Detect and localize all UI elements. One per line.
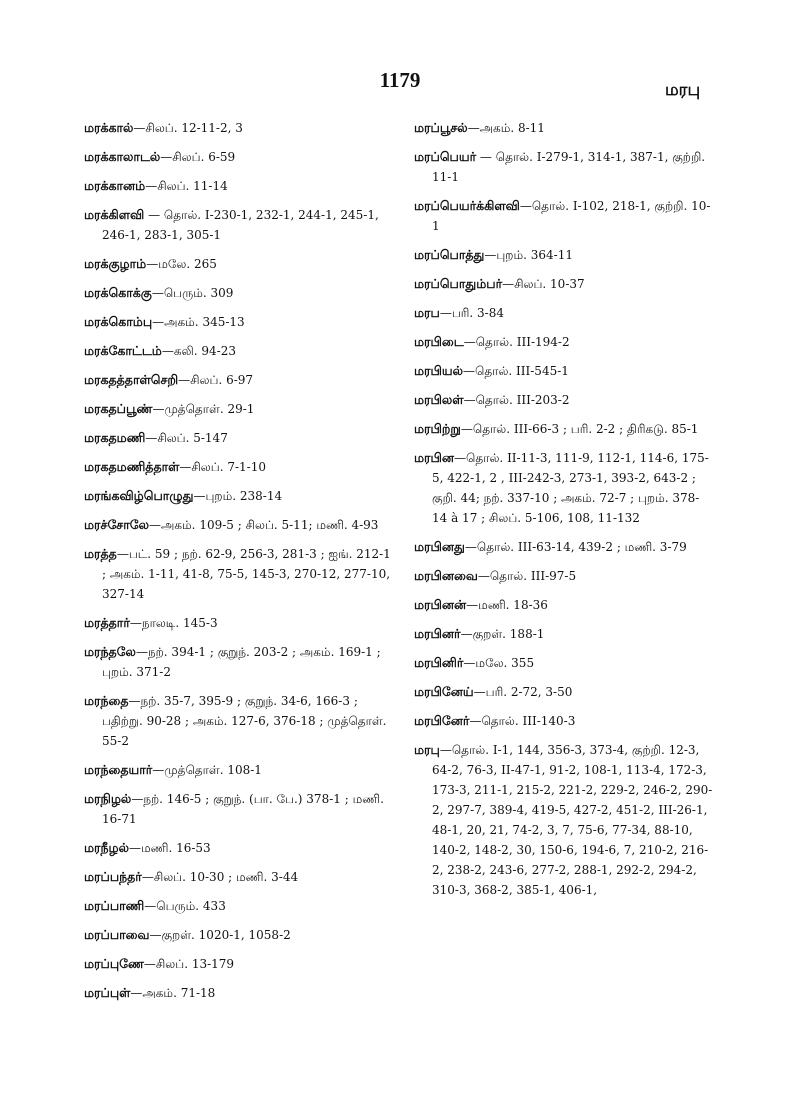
- index-entry: [414, 537, 714, 557]
- index-entry: [84, 176, 396, 196]
- index-entry: [414, 711, 714, 731]
- index-entry: [84, 867, 396, 887]
- entry-references: —அகம். 8-11: [467, 121, 545, 135]
- entry-references: —பெரும். 433: [144, 899, 226, 913]
- index-entry: [414, 196, 714, 236]
- index-entry: [84, 760, 396, 780]
- left-column: [84, 118, 396, 1012]
- entry-references: — தொல். I-279-1, 314-1, 387-1, குற்றி. 11-1: [432, 150, 706, 184]
- entry-references: —தொல். III-203-2: [463, 393, 570, 407]
- index-entry: [84, 312, 396, 332]
- entry-headword: மரபிடை: [414, 334, 464, 349]
- entry-headword: மரப்பாவை: [84, 927, 150, 942]
- entry-headword: மரபினிர்: [414, 655, 464, 670]
- entry-references: —பெரும். 309: [151, 286, 234, 300]
- index-entry: [84, 642, 396, 682]
- entry-headword: மரநீழல்: [84, 840, 129, 855]
- entry-references: —நாலடி. 145-3: [129, 616, 218, 630]
- entry-references: —தொல். III-140-3: [469, 714, 576, 728]
- index-entry: [84, 925, 396, 945]
- index-entry: [414, 303, 714, 323]
- index-entry: [84, 691, 396, 751]
- entry-references: —தொல். III-194-2: [463, 335, 570, 349]
- index-entry: [414, 624, 714, 644]
- index-entry: [84, 118, 396, 138]
- entry-references: —புறம். 238-14: [193, 489, 283, 503]
- index-entry: [414, 595, 714, 615]
- index-entry: [414, 245, 714, 265]
- entry-headword: மரபிற்று: [414, 421, 461, 436]
- entry-headword: மரபியல்: [414, 363, 464, 378]
- entry-references: —சிலப். 13-179: [143, 957, 235, 971]
- entry-references: —சிலப். 6-97: [178, 373, 254, 387]
- index-entry: [414, 147, 714, 187]
- entry-headword: மரபு: [414, 742, 440, 757]
- entry-references: —மலே. 265: [146, 257, 217, 271]
- index-entry: [84, 544, 396, 604]
- entry-headword: மரந்தலே: [84, 644, 136, 659]
- entry-references: —தொல். I-1, 144, 356-3, 373-4, குற்றி. 12-3, 64-2, 76-3, II-47-1, 91-2, 108-1, 113-4, 172-3, 173-3, 211-1, 215-2, 221-2, 229-2, 246-2, 290-2, 297-7, 389-4, 419-5, 427-2, 451-2, III-26-1, 48-1, 20, 21, 74-2, 3, 7, 75-6, 77-34, 88-10, 140-2, 148-2, 30, 150-6, 194-6, 7, 210-2, 216-2, 238-2, 243-6, 277-2, 288-1, 292-2, 294-2, 310-3, 368-2, 385-1, 406-1,: [432, 743, 713, 897]
- entry-references: —சிலப். 6-59: [160, 150, 236, 164]
- right-column: [414, 118, 714, 909]
- entry-references: —குறள். 188-1: [460, 627, 545, 641]
- index-entry: [84, 486, 396, 506]
- entry-headword: மரங்கவிழ்பொழுது: [84, 488, 194, 503]
- index-entry: [84, 983, 396, 1003]
- entry-headword: மரந்தை: [84, 693, 129, 708]
- index-entry: [84, 954, 396, 974]
- entry-headword: மரப்புள்: [84, 985, 131, 1000]
- entry-headword: மரச்சோலே: [84, 517, 150, 532]
- entry-references: —புறம். 364-11: [484, 248, 573, 262]
- entry-headword: மரபினது: [414, 539, 465, 554]
- index-entry: [414, 566, 714, 586]
- entry-headword: மரகதமணி: [84, 430, 146, 445]
- entry-headword: மரக்கோட்டம்: [84, 343, 162, 358]
- entry-references: —நற். 394-1 ; குறுந். 203-2 ; அகம். 169-1 ; புறம். 371-2: [102, 645, 381, 679]
- entry-headword: மரக்கானம்: [84, 178, 146, 193]
- index-entry: [84, 283, 396, 303]
- entry-references: —பரி. 2-72, 3-50: [473, 685, 573, 699]
- running-head: மரபு: [665, 80, 701, 100]
- entry-references: —சிலப். 10-37: [502, 277, 585, 291]
- index-entry: [414, 653, 714, 673]
- entry-references: —தொல். III-66-3 ; பரி. 2-2 ; திரிகடு. 85-1: [460, 422, 699, 436]
- entry-headword: மரத்த: [84, 546, 117, 561]
- entry-headword: மரபிலள்: [414, 392, 464, 407]
- entry-headword: மரபின: [414, 450, 455, 465]
- entry-headword: மரக்கொம்பு: [84, 314, 153, 329]
- index-entry: [84, 370, 396, 390]
- entry-references: —சிலப். 10-30 ; மணி. 3-44: [141, 870, 299, 884]
- entry-headword: மரகதமணித்தாள்: [84, 459, 180, 474]
- index-entry: [84, 896, 396, 916]
- entry-references: —தொல். III-97-5: [477, 569, 577, 583]
- index-entry: [84, 613, 396, 633]
- entry-headword: மரக்கிளவி: [84, 207, 145, 222]
- entry-headword: மரப்பெயர்: [414, 149, 477, 164]
- index-entry: [414, 274, 714, 294]
- entry-references: —அகம். 109-5 ; சிலப். 5-11; மணி. 4-93: [149, 518, 379, 532]
- entry-headword: மரக்குழாம்: [84, 256, 147, 271]
- entry-headword: மரபினன்: [414, 597, 467, 612]
- entry-headword: மரக்கொக்கு: [84, 285, 152, 300]
- index-entry: [84, 254, 396, 274]
- entry-headword: மரபினேய்: [414, 684, 474, 699]
- index-entry: [414, 118, 714, 138]
- entry-headword: மரகதப்பூண்: [84, 401, 153, 416]
- entry-references: —மணி. 16-53: [128, 841, 211, 855]
- entry-headword: மரப்பொதும்பர்: [414, 276, 503, 291]
- entry-headword: மரந்தையார்: [84, 762, 153, 777]
- entry-references: —நற். 35-7, 395-9 ; குறுந். 34-6, 166-3 ; பதிற்று. 90-28 ; அகம். 127-6, 376-18 ; முத்தொள். 55-2: [102, 694, 387, 748]
- entry-references: —பரி. 3-84: [439, 306, 504, 320]
- index-entry: [414, 361, 714, 381]
- entry-headword: மரக்காலாடல்: [84, 149, 161, 164]
- index-entry: [84, 457, 396, 477]
- entry-references: —பட். 59 ; நற். 62-9, 256-3, 281-3 ; ஐங். 212-1 ; அகம். 1-11, 41-8, 75-5, 145-3, 270-12, 277-10, 327-14: [102, 547, 391, 601]
- entry-references: —மணி. 18-36: [466, 598, 548, 612]
- entry-references: —அகம். 71-18: [130, 986, 216, 1000]
- index-entry: [414, 448, 714, 528]
- entry-references: —மலே. 355: [463, 656, 535, 670]
- entry-headword: மரப்பாணி: [84, 898, 145, 913]
- entry-references: — தொல். I-230-1, 232-1, 244-1, 245-1, 246-1, 283-1, 305-1: [102, 208, 379, 242]
- entry-references: —குறள். 1020-1, 1058-2: [149, 928, 291, 942]
- index-entry: [84, 515, 396, 535]
- entry-headword: மரக்கால்: [84, 120, 134, 135]
- entry-references: —தொல். III-63-14, 439-2 ; மணி. 3-79: [464, 540, 687, 554]
- entry-headword: மரப: [414, 305, 440, 320]
- entry-references: —தொல். I-102, 218-1, குற்றி. 10-1: [432, 199, 711, 233]
- index-entry: [84, 399, 396, 419]
- entry-references: —சிலப். 7-1-10: [179, 460, 266, 474]
- entry-references: —அகம். 345-13: [152, 315, 245, 329]
- entry-headword: மரநிழல்: [84, 791, 132, 806]
- page-number: 1179: [379, 68, 421, 92]
- entry-references: —முத்தொள். 108-1: [152, 763, 262, 777]
- entry-headword: மரப்பெயர்க்கிளவி: [414, 198, 520, 213]
- entry-references: —தொல். II-11-3, 111-9, 112-1, 114-6, 175-5, 422-1, 2 , III-242-3, 273-1, 393-2, 643-2 ; குறி. 44; நற். 337-10 ; அகம். 72-7 ; புறம். 378-14 à 17 ; சிலப். 5-106, 108, 11-132: [432, 451, 709, 525]
- entry-references: —சிலப். 11-14: [145, 179, 228, 193]
- entry-headword: மரகதத்தாள்செறி: [84, 372, 179, 387]
- index-entry: [84, 838, 396, 858]
- entry-headword: மரப்பூசல்: [414, 120, 468, 135]
- entry-references: —நற். 146-5 ; குறுந். (பா. பே.) 378-1 ; மணி. 16-71: [102, 792, 384, 826]
- index-entry: [84, 789, 396, 829]
- index-entry: [414, 682, 714, 702]
- entry-references: —கலி. 94-23: [161, 344, 236, 358]
- entry-references: —சிலப். 5-147: [145, 431, 228, 445]
- entry-headword: மரப்பொத்து: [414, 247, 485, 262]
- entry-headword: மரபினவை: [414, 568, 478, 583]
- index-entry: [84, 341, 396, 361]
- entry-headword: மரப்புணே: [84, 956, 144, 971]
- entry-headword: மரபினேர்: [414, 713, 470, 728]
- index-entry: [84, 205, 396, 245]
- index-entry: [414, 419, 714, 439]
- index-entry: [414, 740, 714, 900]
- index-entry: [84, 147, 396, 167]
- entry-headword: மரத்தார்: [84, 615, 130, 630]
- index-entry: [414, 332, 714, 352]
- entry-references: —முத்தொள். 29-1: [152, 402, 255, 416]
- entry-references: —சிலப். 12-11-2, 3: [133, 121, 243, 135]
- index-entry: [84, 428, 396, 448]
- index-entry: [414, 390, 714, 410]
- entry-headword: மரப்பந்தர்: [84, 869, 142, 884]
- entry-references: —தொல். III-545-1: [463, 364, 569, 378]
- entry-headword: மரபினர்: [414, 626, 461, 641]
